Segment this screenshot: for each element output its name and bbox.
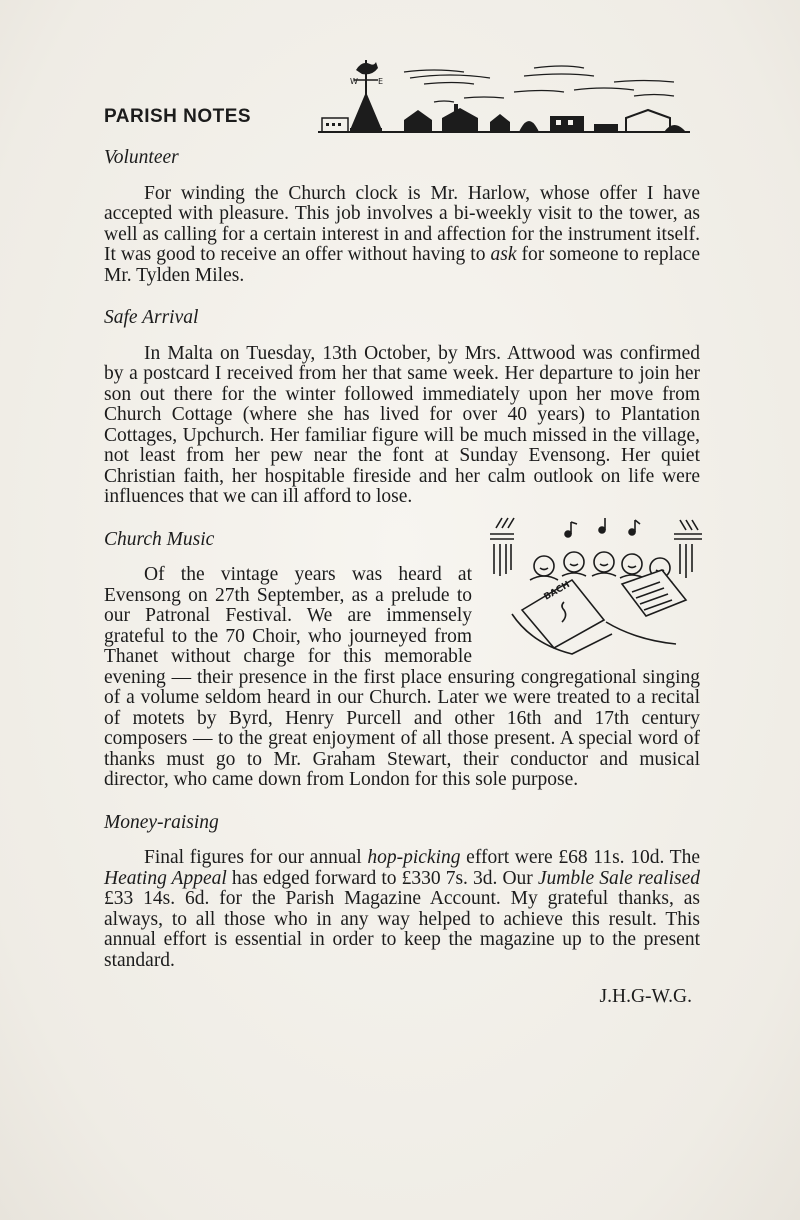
emphasis-text: Heating Appeal	[104, 867, 227, 889]
body-text: For winding the Church clock is Mr. Harlow, whose offer I have accepted with pleasure. This job involves a bi-weekly visit to the tower, as well as calling for a certain interest in and affection for the instrument itself. It was good to receive an offer without having to	[104, 182, 700, 265]
choir-music-illustration	[482, 514, 708, 664]
book-label: BACH	[542, 579, 572, 603]
section-heading: Money-raising	[104, 811, 219, 833]
emphasis-text: hop-picking	[367, 847, 461, 868]
body-text: £33 14s. 6d. for the Parish Magazine Account. My grateful thanks, as always, to all those who in any way helped to achieve this result. This annual effort is essential in order to keep the magazine up to the present standard.	[104, 888, 700, 971]
section-heading: Church Music	[104, 528, 215, 550]
signature: J.H.G-W.G.	[599, 986, 692, 1007]
section-money-raising	[104, 813, 700, 1008]
section-safe-arrival	[104, 308, 700, 508]
section-body	[104, 848, 700, 971]
page-title: PARISH NOTES	[104, 106, 252, 127]
section-heading: Safe Arrival	[104, 307, 199, 328]
body-text: has edged forward to £330 7s. 3d. Our	[226, 867, 538, 889]
section-body	[104, 184, 700, 287]
section-heading: Volunteer	[104, 147, 179, 168]
page-header	[104, 52, 704, 142]
section-body: Of the vintage years was heard at Evensong on 27th September, as a prelude to our Patronal Festival. We are immensely grateful to the 70 Choir, who journeyed from Thanet without charge for this memorable evening — their presence in the first place ensuring congregational singing of a volume seldom heard in our Church. Later we were treated to a recital of motets by Byrd, Henry Purcell and other 16th and 17th century composers — to the great enjoyment of all those present. A special word of thanks must go to Mr. Graham Stewart, their conductor and musical director, who came down from London for this sole purpose.	[104, 564, 700, 790]
notes-content	[104, 148, 700, 1030]
emphasis-text: Jumble Sale realised	[537, 867, 700, 889]
body-text: for someone to replace Mr. Tylden Miles.	[104, 244, 700, 286]
section-body: In Malta on Tuesday, 13th October, by Mrs. Attwood was confirmed by a postcard I received from her that same week. Her departure to join her son out there for the winter followed immediately upon her move from Church Cottage (where she has lived for over 40 years) to Plantation Cottages, Upchurch. Her familiar figure will be much missed in the village, not least from her pew near the font at Sunday Evensong. Her quiet Christian faith, her hospitable fireside and her calm outlook on life were influences that we can ill afford to lose.	[104, 342, 700, 507]
section-volunteer	[104, 148, 700, 286]
svg-text:E: E	[378, 77, 384, 86]
section-church-music	[104, 530, 700, 791]
emphasis-text: ask	[490, 244, 517, 265]
body-text: effort were £68 11s. 10d. The	[460, 847, 700, 868]
village-weathervane-illustration	[314, 52, 694, 142]
svg-text:W: W	[350, 77, 358, 86]
body-text: Final figures for our annual	[144, 847, 368, 868]
